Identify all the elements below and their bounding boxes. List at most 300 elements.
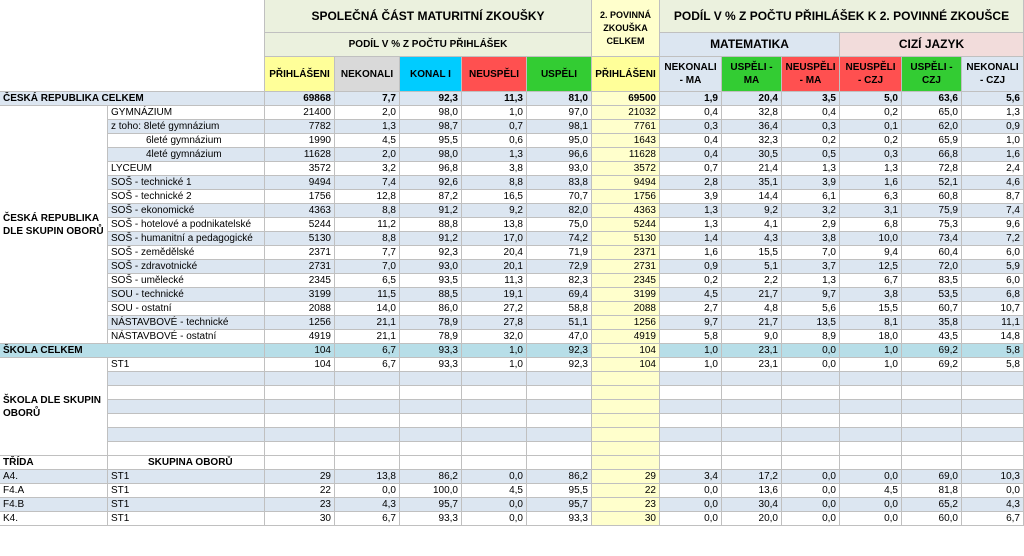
value-cell: 22 bbox=[265, 484, 335, 498]
value-cell: 1,0 bbox=[840, 358, 902, 372]
value-cell: 6,0 bbox=[962, 246, 1024, 260]
empty-cell bbox=[400, 442, 462, 456]
value-cell: 0,2 bbox=[840, 134, 902, 148]
value-cell: 1,3 bbox=[840, 162, 902, 176]
value-cell: 16,5 bbox=[462, 190, 527, 204]
empty-cell bbox=[400, 386, 462, 400]
column-header: USPĚLI bbox=[527, 57, 592, 92]
empty-cell bbox=[527, 414, 592, 428]
value-cell: 1,3 bbox=[962, 106, 1024, 120]
class-group: ST1 bbox=[108, 512, 265, 526]
value-cell: 0,3 bbox=[840, 148, 902, 162]
value-cell: 5,0 bbox=[840, 92, 902, 106]
empty-cell bbox=[782, 372, 840, 386]
value-cell: 1990 bbox=[265, 134, 335, 148]
empty-cell bbox=[400, 428, 462, 442]
value-cell: 1256 bbox=[265, 316, 335, 330]
row-label: SOŠ - humanitní a pedagogické bbox=[108, 232, 265, 246]
empty-cell bbox=[840, 456, 902, 470]
row-label: 6leté gymnázium bbox=[108, 134, 265, 148]
value-cell: 21,4 bbox=[722, 162, 782, 176]
value-cell: 3,5 bbox=[782, 92, 840, 106]
value-cell: 93,3 bbox=[400, 344, 462, 358]
value-cell: 91,2 bbox=[400, 204, 462, 218]
value-cell: 0,0 bbox=[840, 470, 902, 484]
empty-cell bbox=[527, 372, 592, 386]
empty-cell bbox=[902, 386, 962, 400]
header-podil-povinne: PODÍL V % Z POČTU PŘIHLÁŠEK K 2. POVINNÉ ZKOUŠCE bbox=[660, 0, 1024, 33]
value-cell: 11,3 bbox=[462, 274, 527, 288]
value-cell: 100,0 bbox=[400, 484, 462, 498]
value-cell: 0,0 bbox=[462, 470, 527, 484]
empty-cell bbox=[840, 372, 902, 386]
value-cell: 75,3 bbox=[902, 218, 962, 232]
value-cell: 1756 bbox=[265, 190, 335, 204]
empty-cell bbox=[592, 442, 660, 456]
value-cell: 3572 bbox=[592, 162, 660, 176]
column-header: NEUSPĚLI - MA bbox=[782, 57, 840, 92]
value-cell: 0,7 bbox=[660, 162, 722, 176]
value-cell: 74,2 bbox=[527, 232, 592, 246]
empty-cell bbox=[840, 442, 902, 456]
value-cell: 4,5 bbox=[660, 288, 722, 302]
column-header: NEUSPĚLI - CZJ bbox=[840, 57, 902, 92]
value-cell: 73,4 bbox=[902, 232, 962, 246]
value-cell: 21,7 bbox=[722, 288, 782, 302]
header-cizi-jazyk: CIZÍ JAZYK bbox=[840, 33, 1024, 57]
value-cell: 30 bbox=[265, 512, 335, 526]
column-header: USPĚLI - MA bbox=[722, 57, 782, 92]
value-cell: 93,0 bbox=[400, 260, 462, 274]
row-label: SOU - ostatní bbox=[108, 302, 265, 316]
value-cell: 3199 bbox=[592, 288, 660, 302]
empty-cell bbox=[782, 428, 840, 442]
value-cell: 3,8 bbox=[462, 162, 527, 176]
value-cell: 2,7 bbox=[660, 302, 722, 316]
empty-cell bbox=[592, 372, 660, 386]
value-cell: 69,0 bbox=[902, 470, 962, 484]
column-header: NEUSPĚLI bbox=[462, 57, 527, 92]
value-cell: 7,7 bbox=[335, 92, 400, 106]
value-cell: 71,9 bbox=[527, 246, 592, 260]
value-cell: 72,9 bbox=[527, 260, 592, 274]
value-cell: 19,1 bbox=[462, 288, 527, 302]
value-cell: 83,5 bbox=[902, 274, 962, 288]
value-cell: 9,7 bbox=[660, 316, 722, 330]
row-label: GYMNÁZIUM bbox=[108, 106, 265, 120]
header-podil-prihlasek: PODÍL V % Z POČTU PŘIHLÁŠEK bbox=[265, 33, 592, 57]
value-cell: 35,8 bbox=[902, 316, 962, 330]
header-matematika: MATEMATIKA bbox=[660, 33, 840, 57]
empty-cell bbox=[335, 456, 400, 470]
value-cell: 0,9 bbox=[962, 120, 1024, 134]
value-cell: 83,8 bbox=[527, 176, 592, 190]
empty-cell bbox=[840, 400, 902, 414]
value-cell: 0,0 bbox=[782, 344, 840, 358]
value-cell: 0,4 bbox=[660, 148, 722, 162]
empty-cell bbox=[660, 428, 722, 442]
value-cell: 93,0 bbox=[527, 162, 592, 176]
value-cell: 5,6 bbox=[782, 302, 840, 316]
value-cell: 20,0 bbox=[722, 512, 782, 526]
value-cell: 51,1 bbox=[527, 316, 592, 330]
value-cell: 0,9 bbox=[660, 260, 722, 274]
empty-cell bbox=[840, 386, 902, 400]
value-cell: 2371 bbox=[265, 246, 335, 260]
value-cell: 62,0 bbox=[902, 120, 962, 134]
value-cell: 86,0 bbox=[400, 302, 462, 316]
value-cell: 95,5 bbox=[400, 134, 462, 148]
value-cell: 1,3 bbox=[660, 204, 722, 218]
value-cell: 95,5 bbox=[527, 484, 592, 498]
value-cell: 93,3 bbox=[400, 358, 462, 372]
value-cell: 1,6 bbox=[840, 176, 902, 190]
value-cell: 7,4 bbox=[335, 176, 400, 190]
value-cell: 1,4 bbox=[660, 232, 722, 246]
value-cell: 104 bbox=[592, 358, 660, 372]
value-cell: 65,9 bbox=[902, 134, 962, 148]
value-cell: 3,8 bbox=[840, 288, 902, 302]
value-cell: 86,2 bbox=[527, 470, 592, 484]
value-cell: 66,8 bbox=[902, 148, 962, 162]
value-cell: 104 bbox=[265, 358, 335, 372]
empty-cell bbox=[108, 428, 265, 442]
header-povinna-celkem: 2. POVINNÁ ZKOUŠKA CELKEM bbox=[592, 0, 660, 57]
value-cell: 5,1 bbox=[722, 260, 782, 274]
empty-cell bbox=[462, 414, 527, 428]
empty-cell bbox=[592, 414, 660, 428]
empty-cell bbox=[265, 428, 335, 442]
value-cell: 0,6 bbox=[462, 134, 527, 148]
value-cell: 69,4 bbox=[527, 288, 592, 302]
empty-cell bbox=[108, 372, 265, 386]
value-cell: 35,1 bbox=[722, 176, 782, 190]
value-cell: 2,2 bbox=[722, 274, 782, 288]
value-cell: 21032 bbox=[592, 106, 660, 120]
value-cell: 2,9 bbox=[782, 218, 840, 232]
empty-cell bbox=[108, 386, 265, 400]
value-cell: 7,2 bbox=[962, 232, 1024, 246]
value-cell: 0,0 bbox=[782, 498, 840, 512]
column-header: PŘIHLÁŠENI bbox=[265, 57, 335, 92]
value-cell: 98,7 bbox=[400, 120, 462, 134]
header-blank bbox=[0, 0, 265, 92]
empty-cell bbox=[592, 428, 660, 442]
empty-cell bbox=[962, 372, 1024, 386]
value-cell: 0,0 bbox=[782, 484, 840, 498]
value-cell: 5,6 bbox=[962, 92, 1024, 106]
empty-cell bbox=[902, 414, 962, 428]
value-cell: 21,7 bbox=[722, 316, 782, 330]
empty-cell bbox=[462, 400, 527, 414]
value-cell: 0,4 bbox=[660, 106, 722, 120]
value-cell: 11628 bbox=[265, 148, 335, 162]
row-label: SOŠ - hotelové a podnikatelské bbox=[108, 218, 265, 232]
value-cell: 2,8 bbox=[660, 176, 722, 190]
value-cell: 0,5 bbox=[782, 148, 840, 162]
empty-cell bbox=[108, 442, 265, 456]
empty-cell bbox=[400, 372, 462, 386]
empty-cell bbox=[462, 442, 527, 456]
value-cell: 17,2 bbox=[722, 470, 782, 484]
value-cell: 1,0 bbox=[660, 358, 722, 372]
value-cell: 10,0 bbox=[840, 232, 902, 246]
value-cell: 10,7 bbox=[962, 302, 1024, 316]
value-cell: 2731 bbox=[265, 260, 335, 274]
value-cell: 4,6 bbox=[962, 176, 1024, 190]
empty-cell bbox=[335, 414, 400, 428]
value-cell: 92,3 bbox=[527, 358, 592, 372]
value-cell: 29 bbox=[592, 470, 660, 484]
value-cell: 53,5 bbox=[902, 288, 962, 302]
value-cell: 75,9 bbox=[902, 204, 962, 218]
value-cell: 14,0 bbox=[335, 302, 400, 316]
empty-cell bbox=[400, 414, 462, 428]
value-cell: 72,8 bbox=[902, 162, 962, 176]
value-cell: 0,3 bbox=[782, 120, 840, 134]
value-cell: 2088 bbox=[265, 302, 335, 316]
empty-cell bbox=[335, 442, 400, 456]
value-cell: 11,3 bbox=[462, 92, 527, 106]
value-cell: 21400 bbox=[265, 106, 335, 120]
class-group: ST1 bbox=[108, 498, 265, 512]
empty-cell bbox=[462, 372, 527, 386]
value-cell: 58,8 bbox=[527, 302, 592, 316]
empty-cell bbox=[592, 386, 660, 400]
row-label: ST1 bbox=[108, 358, 265, 372]
value-cell: 0,0 bbox=[660, 484, 722, 498]
value-cell: 7761 bbox=[592, 120, 660, 134]
value-cell: 4,1 bbox=[722, 218, 782, 232]
value-cell: 12,8 bbox=[335, 190, 400, 204]
value-cell: 23,1 bbox=[722, 358, 782, 372]
value-cell: 52,1 bbox=[902, 176, 962, 190]
column-header: NEKONALI - CZJ bbox=[962, 57, 1024, 92]
value-cell: 7782 bbox=[265, 120, 335, 134]
value-cell: 9,2 bbox=[722, 204, 782, 218]
value-cell: 15,5 bbox=[722, 246, 782, 260]
value-cell: 104 bbox=[592, 344, 660, 358]
value-cell: 6,8 bbox=[840, 218, 902, 232]
value-cell: 1,3 bbox=[462, 148, 527, 162]
value-cell: 1,3 bbox=[660, 218, 722, 232]
class-name: A4. bbox=[0, 470, 108, 484]
school-group-label: ŠKOLA DLE SKUPIN OBORŮ bbox=[0, 358, 108, 456]
value-cell: 17,0 bbox=[462, 232, 527, 246]
value-cell: 96,6 bbox=[527, 148, 592, 162]
value-cell: 2345 bbox=[265, 274, 335, 288]
value-cell: 1,0 bbox=[462, 358, 527, 372]
row-label: SOŠ - zdravotnické bbox=[108, 260, 265, 274]
value-cell: 96,8 bbox=[400, 162, 462, 176]
empty-cell bbox=[902, 442, 962, 456]
value-cell: 11628 bbox=[592, 148, 660, 162]
empty-cell bbox=[265, 442, 335, 456]
value-cell: 95,0 bbox=[527, 134, 592, 148]
value-cell: 0,2 bbox=[782, 134, 840, 148]
value-cell: 4,5 bbox=[462, 484, 527, 498]
column-header: KONAL I bbox=[400, 57, 462, 92]
empty-cell bbox=[962, 400, 1024, 414]
empty-cell bbox=[265, 372, 335, 386]
value-cell: 3,8 bbox=[782, 232, 840, 246]
value-cell: 6,8 bbox=[962, 288, 1024, 302]
empty-cell bbox=[462, 386, 527, 400]
empty-cell bbox=[722, 428, 782, 442]
empty-cell bbox=[265, 386, 335, 400]
value-cell: 4,3 bbox=[722, 232, 782, 246]
value-cell: 2,0 bbox=[335, 148, 400, 162]
empty-cell bbox=[660, 386, 722, 400]
empty-cell bbox=[840, 428, 902, 442]
value-cell: 3,2 bbox=[335, 162, 400, 176]
value-cell: 20,4 bbox=[462, 246, 527, 260]
value-cell: 10,3 bbox=[962, 470, 1024, 484]
value-cell: 30 bbox=[592, 512, 660, 526]
empty-cell bbox=[902, 372, 962, 386]
value-cell: 1,0 bbox=[462, 106, 527, 120]
value-cell: 3,1 bbox=[840, 204, 902, 218]
empty-cell bbox=[660, 414, 722, 428]
value-cell: 2731 bbox=[592, 260, 660, 274]
value-cell: 11,5 bbox=[335, 288, 400, 302]
value-cell: 30,5 bbox=[722, 148, 782, 162]
value-cell: 75,0 bbox=[527, 218, 592, 232]
empty-cell bbox=[265, 414, 335, 428]
value-cell: 32,0 bbox=[462, 330, 527, 344]
value-cell: 5,8 bbox=[962, 358, 1024, 372]
value-cell: 82,0 bbox=[527, 204, 592, 218]
value-cell: 70,7 bbox=[527, 190, 592, 204]
trida-header: TŘÍDA bbox=[0, 456, 108, 470]
value-cell: 1,9 bbox=[660, 92, 722, 106]
value-cell: 4,3 bbox=[962, 498, 1024, 512]
value-cell: 6,7 bbox=[335, 358, 400, 372]
value-cell: 47,0 bbox=[527, 330, 592, 344]
value-cell: 23 bbox=[592, 498, 660, 512]
empty-cell bbox=[902, 428, 962, 442]
value-cell: 2345 bbox=[592, 274, 660, 288]
value-cell: 0,0 bbox=[660, 498, 722, 512]
value-cell: 93,3 bbox=[400, 512, 462, 526]
value-cell: 11,2 bbox=[335, 218, 400, 232]
empty-cell bbox=[782, 456, 840, 470]
empty-cell bbox=[782, 442, 840, 456]
value-cell: 1643 bbox=[592, 134, 660, 148]
value-cell: 91,2 bbox=[400, 232, 462, 246]
empty-cell bbox=[962, 386, 1024, 400]
empty-cell bbox=[527, 400, 592, 414]
value-cell: 7,0 bbox=[782, 246, 840, 260]
cr-total-label: ČESKÁ REPUBLIKA CELKEM bbox=[0, 92, 265, 106]
value-cell: 1,0 bbox=[840, 344, 902, 358]
value-cell: 0,0 bbox=[962, 484, 1024, 498]
value-cell: 2088 bbox=[592, 302, 660, 316]
value-cell: 81,0 bbox=[527, 92, 592, 106]
empty-cell bbox=[722, 442, 782, 456]
value-cell: 1,0 bbox=[660, 344, 722, 358]
value-cell: 13,5 bbox=[782, 316, 840, 330]
value-cell: 6,7 bbox=[840, 274, 902, 288]
value-cell: 65,2 bbox=[902, 498, 962, 512]
column-header: NEKONALI bbox=[335, 57, 400, 92]
value-cell: 8,7 bbox=[962, 190, 1024, 204]
value-cell: 43,5 bbox=[902, 330, 962, 344]
value-cell: 0,4 bbox=[660, 134, 722, 148]
row-label: SOŠ - technické 2 bbox=[108, 190, 265, 204]
empty-cell bbox=[722, 456, 782, 470]
value-cell: 20,4 bbox=[722, 92, 782, 106]
row-label: NÁSTAVBOVÉ - ostatní bbox=[108, 330, 265, 344]
empty-cell bbox=[462, 456, 527, 470]
value-cell: 0,2 bbox=[840, 106, 902, 120]
value-cell: 13,6 bbox=[722, 484, 782, 498]
value-cell: 15,5 bbox=[840, 302, 902, 316]
value-cell: 65,0 bbox=[902, 106, 962, 120]
value-cell: 69500 bbox=[592, 92, 660, 106]
value-cell: 1,0 bbox=[962, 134, 1024, 148]
value-cell: 9,7 bbox=[782, 288, 840, 302]
value-cell: 2,0 bbox=[335, 106, 400, 120]
value-cell: 0,0 bbox=[840, 512, 902, 526]
value-cell: 0,0 bbox=[782, 470, 840, 484]
value-cell: 78,9 bbox=[400, 330, 462, 344]
value-cell: 81,8 bbox=[902, 484, 962, 498]
value-cell: 5244 bbox=[265, 218, 335, 232]
value-cell: 5,8 bbox=[962, 344, 1024, 358]
empty-cell bbox=[527, 428, 592, 442]
value-cell: 0,0 bbox=[782, 358, 840, 372]
value-cell: 13,8 bbox=[462, 218, 527, 232]
empty-cell bbox=[265, 456, 335, 470]
value-cell: 86,2 bbox=[400, 470, 462, 484]
value-cell: 5130 bbox=[592, 232, 660, 246]
value-cell: 5,9 bbox=[962, 260, 1024, 274]
cr-group-label: ČESKÁ REPUBLIKA DLE SKUPIN OBORŮ bbox=[0, 106, 108, 344]
empty-cell bbox=[527, 386, 592, 400]
value-cell: 11,1 bbox=[962, 316, 1024, 330]
value-cell: 3,2 bbox=[782, 204, 840, 218]
empty-cell bbox=[265, 400, 335, 414]
empty-cell bbox=[400, 456, 462, 470]
value-cell: 0,0 bbox=[660, 512, 722, 526]
empty-cell bbox=[962, 428, 1024, 442]
value-cell: 1,0 bbox=[462, 344, 527, 358]
value-cell: 1,6 bbox=[660, 246, 722, 260]
value-cell: 93,3 bbox=[527, 512, 592, 526]
value-cell: 27,8 bbox=[462, 316, 527, 330]
value-cell: 13,8 bbox=[335, 470, 400, 484]
column-header: USPĚLI - CZJ bbox=[902, 57, 962, 92]
column-header: PŘIHLÁŠENI bbox=[592, 57, 660, 92]
empty-cell bbox=[902, 456, 962, 470]
value-cell: 60,7 bbox=[902, 302, 962, 316]
value-cell: 32,8 bbox=[722, 106, 782, 120]
empty-cell bbox=[335, 400, 400, 414]
value-cell: 6,7 bbox=[962, 512, 1024, 526]
value-cell: 14,8 bbox=[962, 330, 1024, 344]
value-cell: 92,6 bbox=[400, 176, 462, 190]
value-cell: 82,3 bbox=[527, 274, 592, 288]
class-group: ST1 bbox=[108, 470, 265, 484]
row-label: LYCEUM bbox=[108, 162, 265, 176]
value-cell: 0,1 bbox=[840, 120, 902, 134]
empty-cell bbox=[335, 428, 400, 442]
class-name: F4.B bbox=[0, 498, 108, 512]
empty-cell bbox=[962, 414, 1024, 428]
value-cell: 27,2 bbox=[462, 302, 527, 316]
value-cell: 0,0 bbox=[782, 512, 840, 526]
